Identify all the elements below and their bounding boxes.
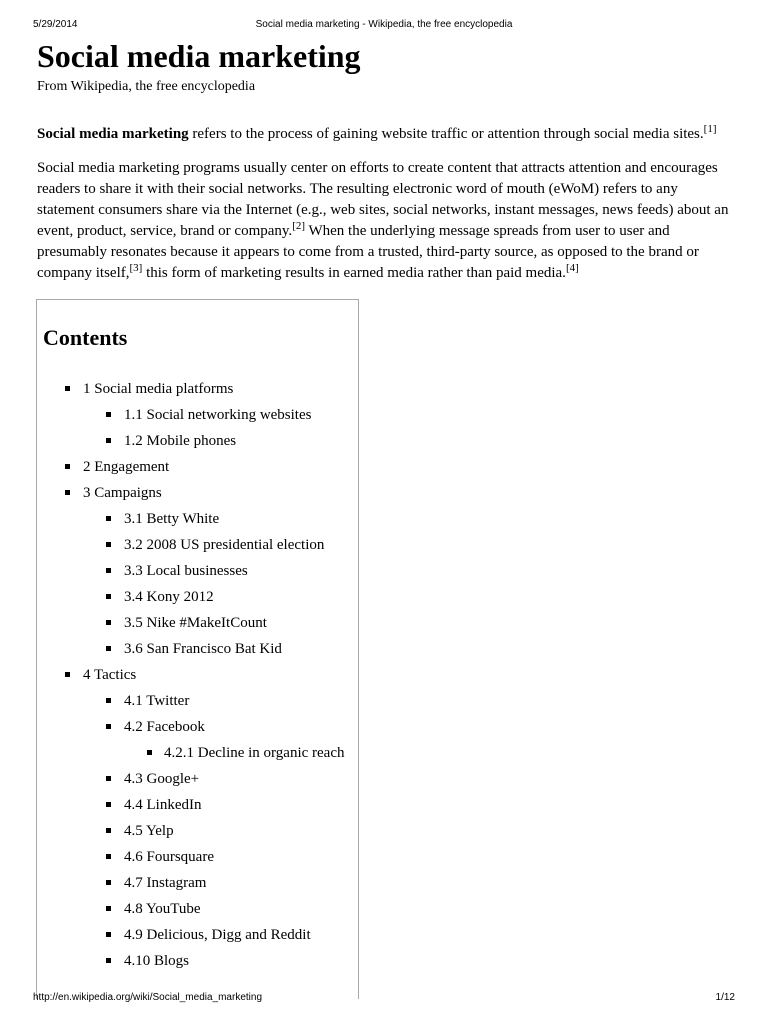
toc-item-label[interactable]: 4.4 LinkedIn: [124, 797, 202, 813]
bullet-icon: [106, 854, 111, 859]
bullet-icon: [106, 594, 111, 599]
toc-item[interactable]: [37, 480, 358, 506]
toc-item-label[interactable]: 3.3 Local businesses: [124, 563, 248, 579]
toc-item[interactable]: [37, 584, 358, 610]
toc-item-label[interactable]: 4.9 Delicious, Digg and Reddit: [124, 927, 311, 943]
print-url: http://en.wikipedia.org/wiki/Social_media_marketing: [33, 992, 263, 1003]
bullet-icon: [106, 568, 111, 573]
bullet-icon: [106, 698, 111, 703]
table-of-contents: [36, 299, 359, 999]
bullet-icon: [106, 776, 111, 781]
toc-item[interactable]: [37, 428, 358, 454]
toc-item-label[interactable]: 2 Engagement: [83, 459, 170, 475]
bullet-icon: [106, 932, 111, 937]
toc-item[interactable]: [37, 506, 358, 532]
bullet-icon: [65, 464, 70, 469]
bullet-icon: [106, 438, 111, 443]
toc-item[interactable]: [37, 558, 358, 584]
toc-item-label[interactable]: 1 Social media platforms: [83, 381, 234, 397]
toc-item[interactable]: [37, 662, 358, 688]
article-body: [37, 36, 737, 284]
bullet-icon: [106, 958, 111, 963]
toc-item-label[interactable]: 3.1 Betty White: [124, 511, 220, 527]
bullet-icon: [106, 802, 111, 807]
toc-item-label[interactable]: 4 Tactics: [83, 667, 137, 683]
toc-item-label[interactable]: 4.6 Foursquare: [124, 849, 214, 865]
toc-item-label[interactable]: 3.4 Kony 2012: [124, 589, 214, 605]
print-footer: [33, 992, 735, 1006]
bullet-icon: [65, 672, 70, 677]
toc-item-label[interactable]: 4.1 Twitter: [124, 693, 190, 709]
reference-link-3[interactable]: [3]: [129, 262, 143, 274]
page-subtitle: From Wikipedia, the free encyclopedia: [37, 79, 256, 94]
toc-item[interactable]: [37, 870, 358, 896]
toc-list: [37, 376, 358, 974]
toc-item-label[interactable]: 4.8 YouTube: [124, 901, 201, 917]
toc-item[interactable]: [37, 740, 358, 766]
toc-item-label[interactable]: 3 Campaigns: [83, 485, 162, 501]
toc-item[interactable]: [37, 454, 358, 480]
reference-link-4[interactable]: [4]: [565, 262, 579, 274]
toc-item[interactable]: [37, 610, 358, 636]
toc-item-label[interactable]: 4.2.1 Decline in organic reach: [164, 745, 345, 761]
toc-item[interactable]: [37, 376, 358, 402]
page-title: Social media marketing: [37, 38, 361, 74]
toc-item[interactable]: [37, 792, 358, 818]
body-text-b: When the underlying message spreads from user to user and presumably resonates because it appears to come from a trusted, third-party source, as opposed to the brand or company itself,: [37, 223, 699, 281]
reference-link-2[interactable]: [2]: [292, 220, 306, 232]
body-text-a: Social media marketing programs usually center on efforts to create content that attracts attention and encourages readers to share it with their social networks. The resulting electronic word of mouth (eWoM) refers to any statement consumers share via the Internet (e.g., web sites, social networks, instant messages, news feeds) about an event, product, service, brand or company.: [37, 160, 729, 239]
toc-item-label[interactable]: 1.1 Social networking websites: [124, 407, 312, 423]
reference-link-1[interactable]: [1]: [703, 123, 717, 135]
toc-item[interactable]: [37, 402, 358, 428]
toc-item[interactable]: [37, 766, 358, 792]
bullet-icon: [106, 620, 111, 625]
bullet-icon: [65, 490, 70, 495]
bullet-icon: [106, 646, 111, 651]
toc-item[interactable]: [37, 636, 358, 662]
bullet-icon: [106, 412, 111, 417]
bullet-icon: [106, 542, 111, 547]
toc-item[interactable]: [37, 896, 358, 922]
toc-item[interactable]: [37, 844, 358, 870]
bullet-icon: [106, 906, 111, 911]
bullet-icon: [106, 880, 111, 885]
toc-item[interactable]: [37, 948, 358, 974]
print-page-title: Social media marketing - Wikipedia, the free encyclopedia: [255, 19, 513, 30]
print-date: 5/29/2014: [33, 19, 78, 30]
lead-paragraph: [37, 124, 737, 145]
toc-item[interactable]: [37, 818, 358, 844]
toc-item-label[interactable]: 4.10 Blogs: [124, 953, 190, 969]
bullet-icon: [147, 750, 152, 755]
toc-item-label[interactable]: 4.3 Google+: [124, 771, 200, 787]
toc-item[interactable]: [37, 688, 358, 714]
toc-item-label[interactable]: 3.5 Nike #MakeItCount: [124, 615, 267, 631]
bullet-icon: [106, 724, 111, 729]
toc-item-label[interactable]: 1.2 Mobile phones: [124, 433, 237, 449]
toc-item[interactable]: [37, 714, 358, 740]
print-page-number: 1/12: [715, 992, 735, 1003]
toc-item-label[interactable]: 4.7 Instagram: [124, 875, 207, 891]
bullet-icon: [65, 386, 70, 391]
body-paragraph: [37, 158, 737, 284]
toc-item[interactable]: [37, 922, 358, 948]
toc-item-label[interactable]: 3.2 2008 US presidential election: [124, 537, 325, 553]
lead-text: refers to the process of gaining website traffic or attention through social media sites.: [188, 126, 704, 142]
bullet-icon: [106, 516, 111, 521]
toc-item-label[interactable]: 3.6 San Francisco Bat Kid: [124, 641, 282, 657]
toc-item[interactable]: [37, 532, 358, 558]
bullet-icon: [106, 828, 111, 833]
lead-bold-term: Social media marketing: [37, 126, 189, 142]
toc-item-label[interactable]: 4.2 Facebook: [124, 719, 205, 735]
print-header: [33, 19, 735, 33]
toc-item-label[interactable]: 4.5 Yelp: [124, 823, 174, 839]
toc-title: Contents: [43, 325, 128, 350]
body-text-c: this form of marketing results in earned media rather than paid media.: [142, 265, 566, 281]
